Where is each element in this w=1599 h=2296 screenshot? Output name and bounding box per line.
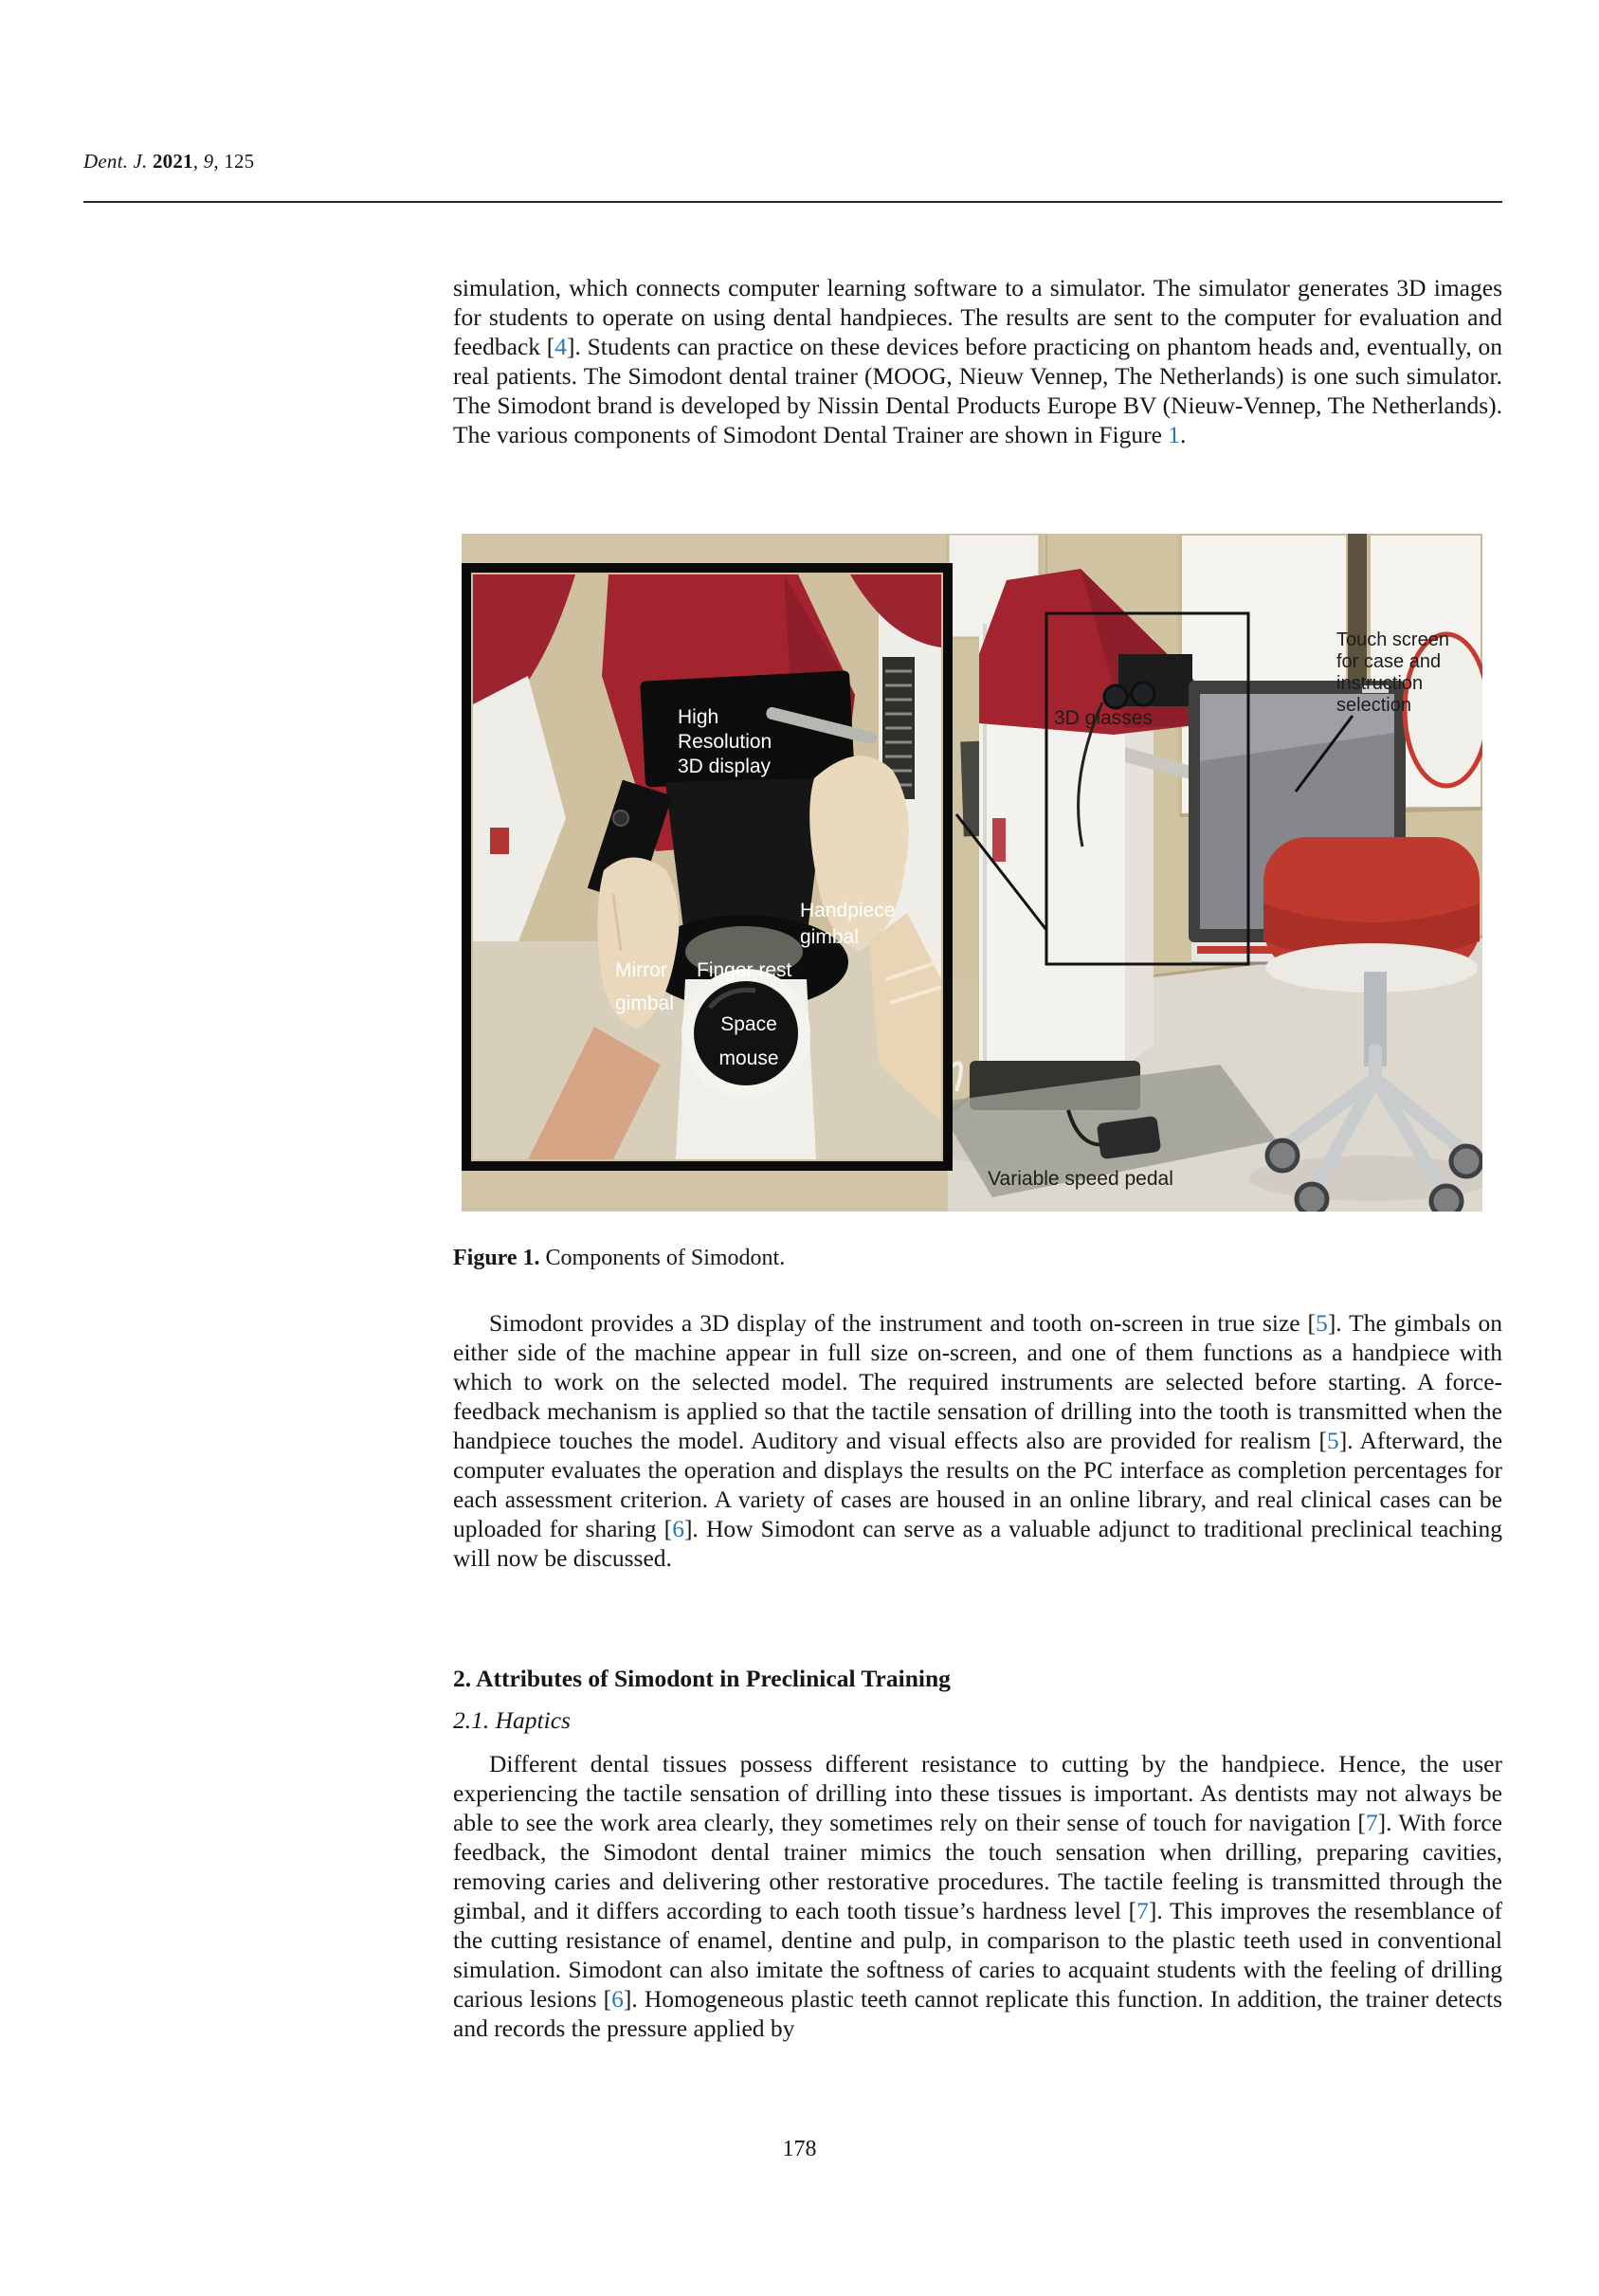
svg-text:selection: selection xyxy=(1336,695,1411,716)
label-3d-glasses: 3D glasses xyxy=(1054,707,1153,729)
text-segment: ]. This improves the resemblance of the cutting resistance of enamel, dentine and pulp, in comparison to the plastic teeth used in conventional simulation. Simodont can also imitate the softness of caries to acquaint students with the feeling of drilling carious lesions [ xyxy=(453,1897,1502,2013)
svg-text:Resolution: Resolution xyxy=(678,731,772,753)
label-variable-speed-pedal: Variable speed pedal xyxy=(988,1168,1173,1190)
figure-1-image xyxy=(462,534,1482,1212)
head-display xyxy=(1118,654,1192,706)
page-number: 178 xyxy=(782,2137,817,2161)
svg-text:mouse: mouse xyxy=(718,1048,779,1069)
svg-text:for case and: for case and xyxy=(1336,651,1442,672)
simodont-photo xyxy=(462,534,1482,1212)
text-segment: 2021 xyxy=(152,150,193,173)
text-segment: Different dental tissues possess different resistance to cutting by the handpiece. Hence, the user experiencing the tactile sensation of drilling into these tissues is important. As dentists may not always be able to see the work area clearly, they sometimes rely on their sense of touch for navigation [ xyxy=(453,1750,1502,1836)
text-segment: Dent. J. xyxy=(83,150,153,173)
text-segment: ]. Afterward, the computer evaluates the operation and displays the results on the PC interface as completion percentages for each assessment criterion. A variety of cases are housed in an online library, and real clinical cases can be uploaded for sharing [ xyxy=(453,1427,1503,1542)
text-segment: 9 xyxy=(203,150,214,173)
text-segment: simulation, which connects computer learning software to a simulator. The simulator generates 3D images for students to operate on using dental handpieces. The results are sent to the computer for evaluation and feedback [ xyxy=(453,274,1502,360)
text-segment: ]. Students can practice on these devices before practicing on phantom heads and, eventually, on real patients. The Simodont dental trainer (MOOG, Nieuw Vennep, The Netherlands) is one such simulator. The Simodont brand is developed by Nissin Dental Products Europe BV (Nieuw-Vennep, The Netherlands). The various components of Simodont Dental Trainer are shown in Figure xyxy=(453,333,1502,448)
subsection-heading: 2.1. Haptics xyxy=(453,1706,571,1734)
label-handpiece-gimbal: Handpiece xyxy=(800,900,896,921)
text-segment: Figure 1. xyxy=(453,1246,546,1270)
svg-text:gimbal: gimbal xyxy=(615,993,674,1014)
text-segment: Simodont provides a 3D display of the instrument and tooth on-screen in true size [ xyxy=(489,1309,1317,1337)
inset-photo xyxy=(466,568,948,1166)
citation-link[interactable]: 6 xyxy=(672,1515,684,1542)
section-heading: 2. Attributes of Simodont in Preclinical Training xyxy=(453,1665,951,1692)
svg-text:gimbal: gimbal xyxy=(800,926,859,948)
figure-caption xyxy=(453,1246,785,1271)
text-segment: , 125 xyxy=(213,150,255,173)
text-segment: ]. The gimbals on either side of the machine appear in full size on-screen, and one of them functions as a handpiece with which to work on the selected model. The required instruments are selected before starting. A force-feedback mechanism is applied so that the tactile sensation of drilling into the tooth is transmitted when the handpiece touches the model. Auditory and visual effects also are provided for realism [ xyxy=(453,1309,1502,1454)
text-segment: . xyxy=(1180,421,1187,448)
paragraph-haptics xyxy=(453,1749,1502,2043)
label-space-mouse: Space xyxy=(720,1013,777,1035)
label-finger-rest: Finger rest xyxy=(697,959,792,981)
text-segment: , xyxy=(192,150,204,173)
text-segment: ]. How Simodont can serve as a valuable adjunct to traditional preclinical teaching will now be discussed. xyxy=(453,1515,1502,1572)
machine-sticker xyxy=(992,818,1006,862)
paragraph-simodont-overview xyxy=(453,1308,1502,1573)
citation-link[interactable]: 1 xyxy=(1168,421,1181,448)
header-rule xyxy=(83,201,1502,203)
label-mirror-gimbal: Mirror xyxy=(615,959,667,981)
svg-text:instruction: instruction xyxy=(1336,673,1424,694)
text-segment: ]. Homogeneous plastic teeth cannot replicate this function. In addition, the trainer detects and records the pressure applied by xyxy=(453,1985,1502,2042)
label-touch-screen: Touch screen xyxy=(1336,629,1449,650)
citation-link[interactable]: 5 xyxy=(1326,1427,1339,1454)
label-high-resolution-display: High xyxy=(678,706,719,728)
citation-link[interactable]: 7 xyxy=(1365,1809,1378,1836)
text-segment: Components of Simodont. xyxy=(545,1246,786,1270)
svg-text:3D display: 3D display xyxy=(678,756,772,777)
citation-link[interactable]: 6 xyxy=(611,1985,624,2013)
paragraph-intro xyxy=(453,273,1502,449)
citation-link[interactable]: 5 xyxy=(1316,1309,1328,1337)
journal-running-head xyxy=(83,150,254,173)
text-segment: ]. With force feedback, the Simodont dental trainer mimics the touch sensation when drilling, preparing cavities, removing caries and delivering other restorative procedures. The tactile feeling is transmitted through the gimbal, and it differs according to each tooth tissue’s hardness level [ xyxy=(453,1809,1502,1924)
citation-link[interactable]: 4 xyxy=(554,333,567,360)
citation-link[interactable]: 7 xyxy=(1136,1897,1149,1924)
